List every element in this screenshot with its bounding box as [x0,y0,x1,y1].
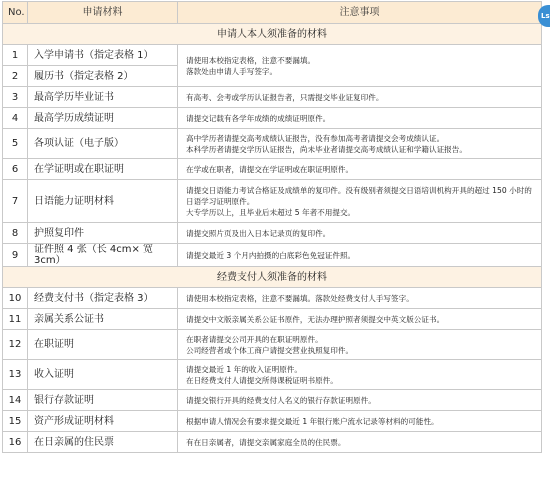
row-note: 请使用本校指定表格，注意不要漏填。落款处经费支付人手写签字。 [178,288,542,309]
material-name: 最高学历毕业证书 [28,87,178,108]
row-number: 12 [3,330,28,360]
row-note: 请提交银行开具的经费支付人名义的银行存款证明原件。 [178,390,542,411]
table-row [3,45,542,66]
section-sponsor [3,267,542,288]
row-number: 14 [3,390,28,411]
row-number: 13 [3,360,28,390]
row-number: 15 [3,411,28,432]
row-number: 11 [3,309,28,330]
row-number: 7 [3,180,28,223]
table-row [3,159,542,180]
material-name: 最高学历成绩证明 [28,108,178,129]
material-name: 在学证明或在职证明 [28,159,178,180]
applicant-rows [3,45,542,267]
row-number: 1 [3,45,28,66]
table-row [3,87,542,108]
material-name: 护照复印件 [28,223,178,244]
section-title: 经费支付人须准备的材料 [3,267,542,288]
header-notes: 注意事项 [178,2,542,24]
section-title: 申请人本人须准备的材料 [3,24,542,45]
material-name: 经费支付书（指定表格 3） [28,288,178,309]
row-number: 2 [3,66,28,87]
table-row [3,432,542,453]
row-note: 请提交照片页及出入日本记录页的复印件。 [178,223,542,244]
material-name: 证件照 4 张（长 4cm× 宽 3cm） [28,244,178,267]
material-name: 各项认证（电子版） [28,129,178,159]
row-note: 请提交记载有各学年成绩的成绩证明原件。 [178,108,542,129]
material-name: 银行存款证明 [28,390,178,411]
row-note: 高中学历者请提交高考成绩认证报告，没有参加高考者请提交会考成绩认证。 本科学历者请提交学历认证报告，尚未毕业者请提交高考成绩认证和学籍认证报告。 [178,129,542,159]
material-name: 履历书（指定表格 2） [28,66,178,87]
row-number: 10 [3,288,28,309]
row-number: 9 [3,244,28,267]
requirements-table [2,1,542,453]
row-note: 根据申请人情况会有要求提交最近 1 年银行账户流水记录等材料的可能性。 [178,411,542,432]
table-row [3,330,542,360]
table-row [3,244,542,267]
section-applicant [3,24,542,45]
row-number: 5 [3,129,28,159]
material-name: 在日亲属的住民票 [28,432,178,453]
row-number: 4 [3,108,28,129]
row-number: 3 [3,87,28,108]
row-note: 请提交日语能力考试合格证及成绩单的复印件。没有级别者须提交日语培训机构开具的超过 150 小时的日语学习证明原件。 大专学历以上，且毕业后未超过 5 年者不用提交。 [178,180,542,223]
table-row [3,108,542,129]
header-material: 申请材料 [28,2,178,24]
table-row [3,288,542,309]
table-row [3,390,542,411]
header-no: No. [3,2,28,24]
row-note: 请提交最近 3 个月内拍摄的白底彩色免冠证件照。 [178,244,542,267]
row-note: 请使用本校指定表格，注意不要漏填。 落款处由申请人手写签字。 [178,45,542,87]
sponsor-rows [3,288,542,453]
row-number: 6 [3,159,28,180]
table-header [3,2,542,24]
table-row [3,411,542,432]
material-name: 在职证明 [28,330,178,360]
row-note: 在职者请提交公司开具的在职证明原件。 公司经营者或个体工商户请提交营业执照复印件。 [178,330,542,360]
table-row [3,180,542,223]
row-note: 请提交最近 1 年的收入证明原件。 在日经费支付人请提交所得课税证明书原件。 [178,360,542,390]
table-row [3,129,542,159]
row-note: 在学或在职者，请提交在学证明或在职证明原件。 [178,159,542,180]
material-name: 资产形成证明材料 [28,411,178,432]
material-name: 入学申请书（指定表格 1） [28,45,178,66]
material-name: 亲属关系公证书 [28,309,178,330]
table-row [3,223,542,244]
row-note: 请提交中文版亲属关系公证书原件，无法办理护照者须提交中英文版公证书。 [178,309,542,330]
row-number: 16 [3,432,28,453]
table-row [3,309,542,330]
side-badge[interactable]: Ls [538,5,550,27]
row-number: 8 [3,223,28,244]
material-name: 收入证明 [28,360,178,390]
table-row [3,360,542,390]
row-note: 有在日亲属者，请提交亲属家庭全员的住民票。 [178,432,542,453]
material-name: 日语能力证明材料 [28,180,178,223]
row-note: 有高考、会考或学历认证报告者，只需提交毕业证复印件。 [178,87,542,108]
